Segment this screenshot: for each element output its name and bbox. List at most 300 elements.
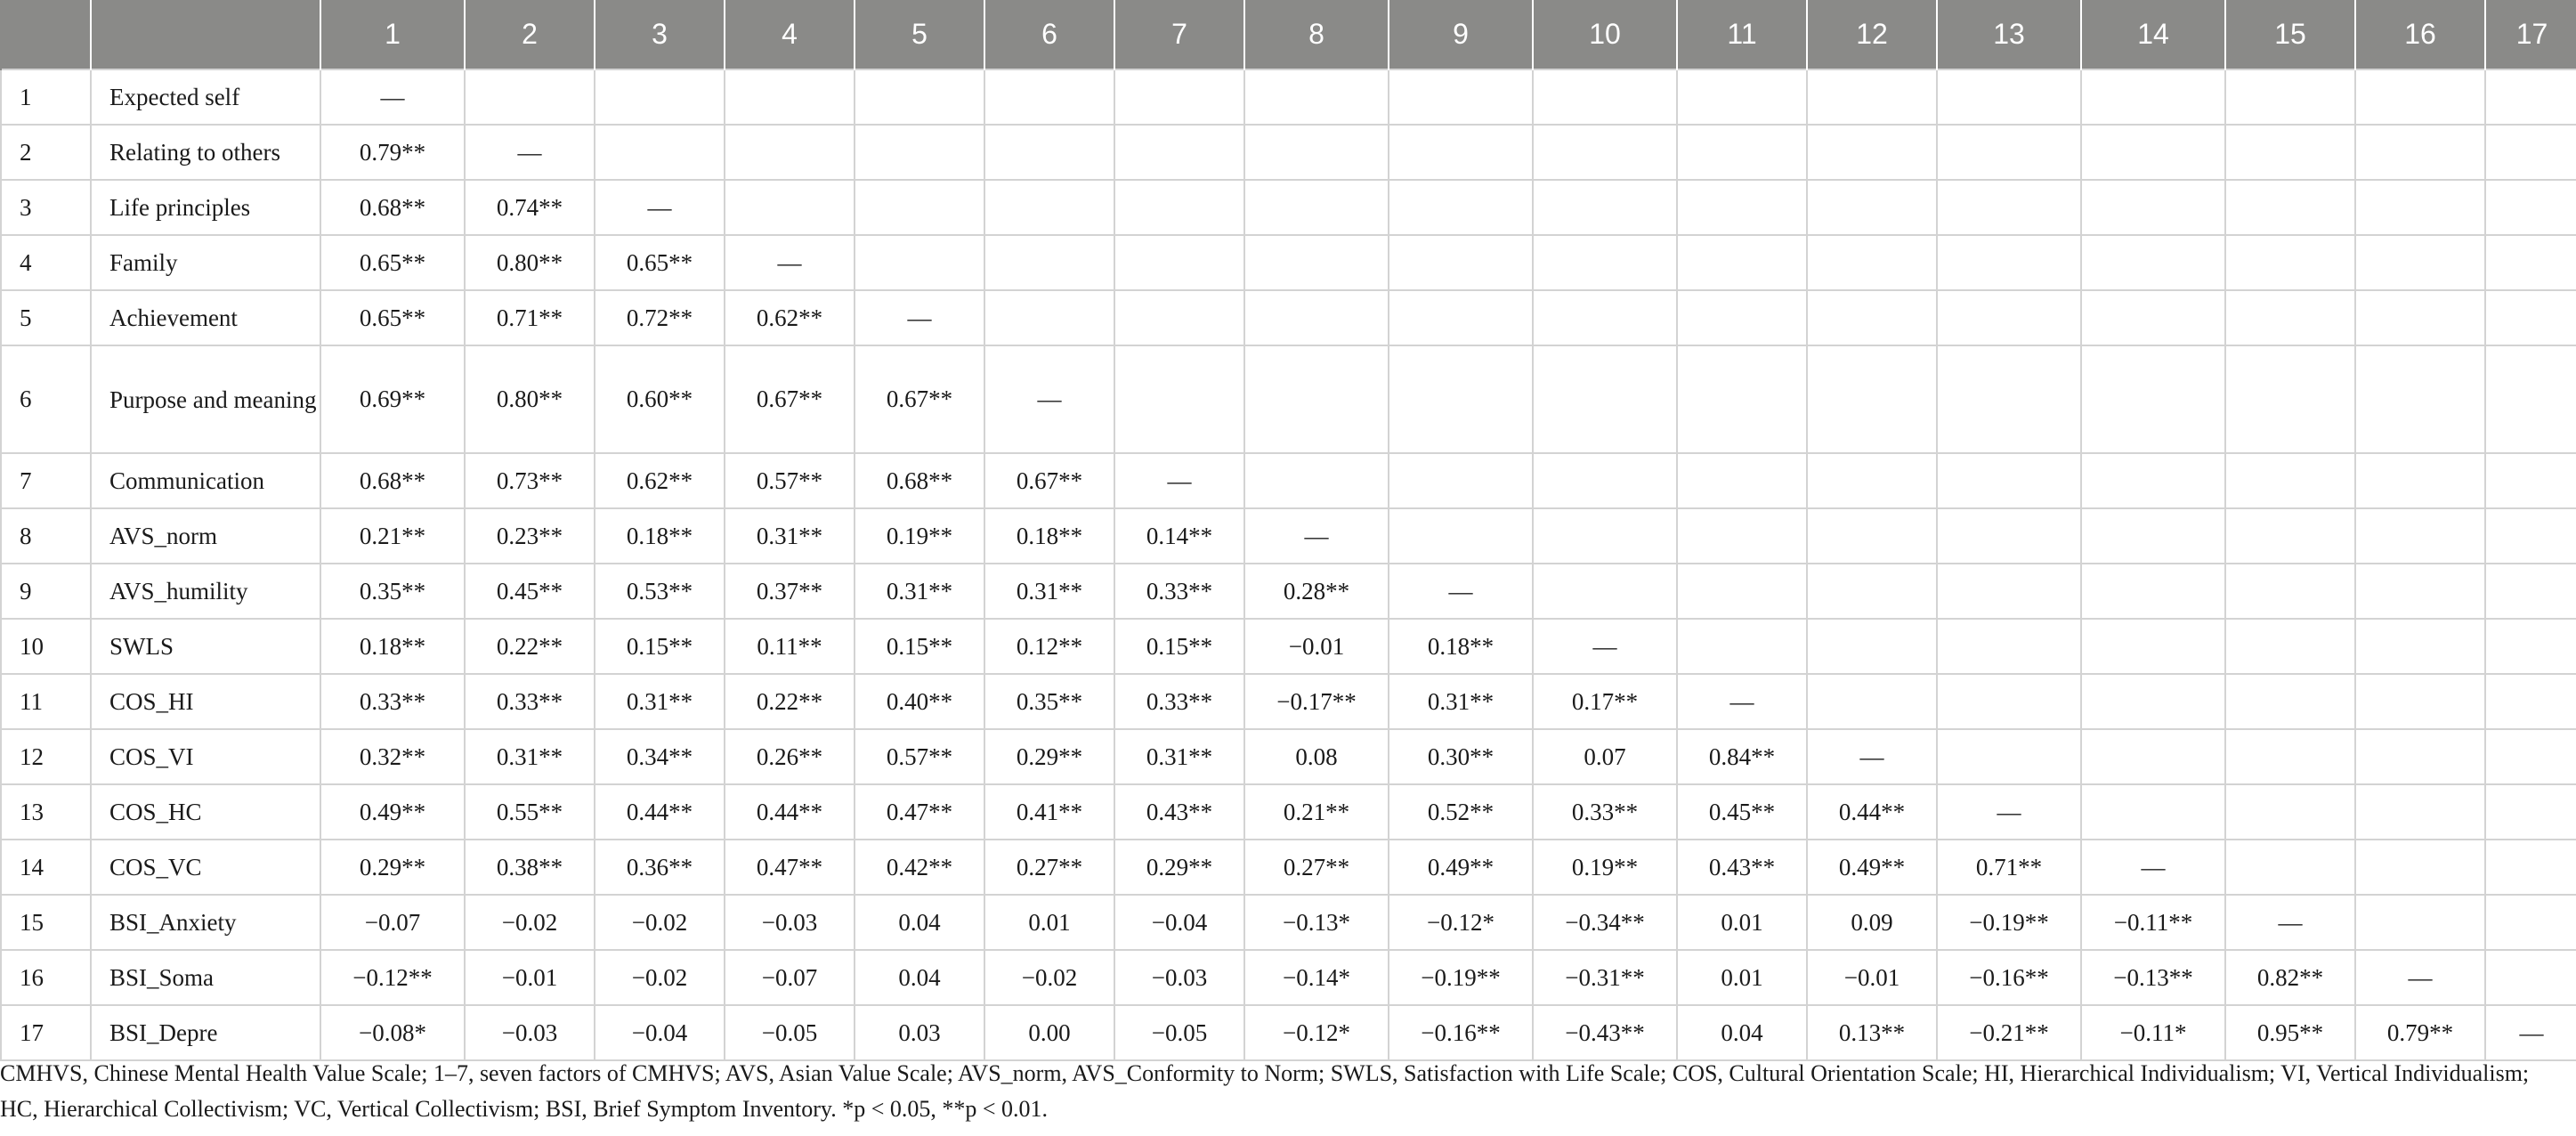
column-header: 9 [1389,0,1533,69]
correlation-cell [2485,840,2576,895]
correlation-cell [2225,674,2355,729]
correlation-cell [2081,180,2225,235]
correlation-cell [2355,125,2485,180]
correlation-cell: — [855,290,984,345]
correlation-cell: 0.01 [1677,895,1807,950]
correlation-cell: 0.30** [1389,729,1533,784]
correlation-cell [1244,290,1389,345]
correlation-cell [1807,453,1937,508]
correlation-cell [2081,345,2225,453]
correlation-cell [2355,895,2485,950]
table-row [1,950,2576,1005]
correlation-cell: −0.13** [2081,950,2225,1005]
row-label: COS_VI [91,729,320,784]
correlation-cell [1389,69,1533,125]
correlation-cell: −0.11* [2081,1005,2225,1060]
correlation-cell: 0.31** [1389,674,1533,729]
correlation-cell: 0.38** [465,840,595,895]
correlation-cell: −0.03 [725,895,855,950]
correlation-cell [855,69,984,125]
correlation-cell [1533,453,1677,508]
correlation-cell: 0.37** [725,564,855,619]
row-index: 17 [1,1005,91,1060]
correlation-cell [1677,453,1807,508]
correlation-cell [2225,125,2355,180]
correlation-cell: 0.72** [595,290,725,345]
correlation-cell: 0.31** [855,564,984,619]
column-header: 1 [320,0,465,69]
correlation-cell: 0.31** [984,564,1114,619]
correlation-cell [1114,125,1244,180]
correlation-cell [2355,290,2485,345]
row-label: Expected self [91,69,320,125]
correlation-cell [2225,345,2355,453]
correlation-cell: 0.27** [1244,840,1389,895]
correlation-cell [1937,235,2081,290]
correlation-cell: — [725,235,855,290]
correlation-cell: −0.03 [465,1005,595,1060]
table-row [1,453,2576,508]
column-header: 16 [2355,0,2485,69]
correlation-cell: 0.79** [320,125,465,180]
column-header: 13 [1937,0,2081,69]
correlation-cell [1937,564,2081,619]
correlation-cell [1114,69,1244,125]
table-row [1,125,2576,180]
correlation-cell [2485,508,2576,564]
correlation-cell [2485,345,2576,453]
row-index: 7 [1,453,91,508]
correlation-cell: 0.34** [595,729,725,784]
correlation-cell: 0.67** [984,453,1114,508]
column-header: 2 [465,0,595,69]
correlation-cell: 0.68** [320,180,465,235]
correlation-cell: 0.45** [1677,784,1807,840]
table-body [1,69,2576,1060]
correlation-cell: 0.43** [1677,840,1807,895]
correlation-cell [595,69,725,125]
correlation-cell: 0.04 [1677,1005,1807,1060]
correlation-cell [1244,453,1389,508]
correlation-cell [2081,508,2225,564]
correlation-cell [1677,508,1807,564]
correlation-cell: — [1389,564,1533,619]
correlation-cell: −0.02 [984,950,1114,1005]
column-header: 7 [1114,0,1244,69]
correlation-cell: — [320,69,465,125]
correlation-cell: 0.41** [984,784,1114,840]
correlation-cell [1937,508,2081,564]
correlation-cell: 0.14** [1114,508,1244,564]
correlation-cell: 0.33** [1114,564,1244,619]
correlation-cell [1533,564,1677,619]
correlation-cell: — [1244,508,1389,564]
correlation-cell: 0.71** [1937,840,2081,895]
correlation-cell: 0.40** [855,674,984,729]
correlation-cell: 0.82** [2225,950,2355,1005]
row-label: Life principles [91,180,320,235]
correlation-cell: — [465,125,595,180]
correlation-cell [2355,784,2485,840]
correlation-cell: 0.33** [1533,784,1677,840]
correlation-cell: 0.29** [984,729,1114,784]
correlation-cell [1114,235,1244,290]
correlation-cell [2355,729,2485,784]
correlation-cell [1244,345,1389,453]
row-index: 6 [1,345,91,453]
correlation-cell [2081,235,2225,290]
correlation-cell [2485,619,2576,674]
correlation-cell: −0.16** [1937,950,2081,1005]
correlation-cell: 0.43** [1114,784,1244,840]
row-label: COS_HI [91,674,320,729]
correlation-cell: 0.35** [984,674,1114,729]
table-row [1,180,2576,235]
row-label: AVS_humility [91,564,320,619]
correlation-cell [855,235,984,290]
correlation-cell: 0.00 [984,1005,1114,1060]
column-header: 17 [2485,0,2576,69]
correlation-cell: 0.65** [320,290,465,345]
correlation-cell: 0.95** [2225,1005,2355,1060]
correlation-cell: 0.23** [465,508,595,564]
correlation-cell: 0.31** [1114,729,1244,784]
correlation-cell [2081,453,2225,508]
column-header: 3 [595,0,725,69]
correlation-cell: — [1677,674,1807,729]
correlation-cell [2081,784,2225,840]
correlation-cell [2485,784,2576,840]
correlation-cell: −0.17** [1244,674,1389,729]
correlation-cell: 0.09 [1807,895,1937,950]
correlation-cell [2355,69,2485,125]
correlation-cell: 0.84** [1677,729,1807,784]
correlation-cell [1807,508,1937,564]
correlation-cell [595,125,725,180]
correlation-cell [2081,619,2225,674]
column-header: 11 [1677,0,1807,69]
table-row [1,619,2576,674]
correlation-cell [1807,125,1937,180]
correlation-cell [2355,508,2485,564]
correlation-cell [1533,69,1677,125]
correlation-cell [2355,564,2485,619]
correlation-cell [1114,180,1244,235]
correlation-cell: 0.01 [984,895,1114,950]
correlation-cell: 0.49** [320,784,465,840]
column-header: 5 [855,0,984,69]
row-label: Purpose and meaning [91,345,320,453]
correlation-cell [1533,180,1677,235]
correlation-cell [1937,290,2081,345]
correlation-cell: −0.03 [1114,950,1244,1005]
correlation-cell [1389,453,1533,508]
correlation-cell: 0.21** [320,508,465,564]
correlation-cell: 0.52** [1389,784,1533,840]
correlation-cell [984,125,1114,180]
correlation-cell [1677,345,1807,453]
row-label: COS_HC [91,784,320,840]
table-row [1,290,2576,345]
row-label: BSI_Depre [91,1005,320,1060]
correlation-cell: 0.03 [855,1005,984,1060]
correlation-cell: −0.02 [595,895,725,950]
correlation-cell: 0.73** [465,453,595,508]
correlation-cell: 0.27** [984,840,1114,895]
correlation-cell: 0.28** [1244,564,1389,619]
correlation-cell [465,69,595,125]
correlation-cell [1937,674,2081,729]
correlation-cell: −0.11** [2081,895,2225,950]
row-label: Achievement [91,290,320,345]
correlation-cell [1677,619,1807,674]
header-row [1,0,2576,69]
correlation-cell: 0.42** [855,840,984,895]
correlation-cell [1937,180,2081,235]
correlation-cell [2225,729,2355,784]
row-index: 5 [1,290,91,345]
table-row [1,235,2576,290]
column-header [91,0,320,69]
correlation-cell: 0.74** [465,180,595,235]
correlation-cell [2485,895,2576,950]
correlation-cell [1244,180,1389,235]
correlation-cell: 0.53** [595,564,725,619]
table-row [1,564,2576,619]
correlation-cell: −0.01 [465,950,595,1005]
correlation-cell [1807,345,1937,453]
correlation-cell [2225,564,2355,619]
correlation-cell [1533,125,1677,180]
correlation-cell [2485,564,2576,619]
correlation-cell: 0.15** [1114,619,1244,674]
correlation-cell: −0.13* [1244,895,1389,950]
correlation-cell [1244,125,1389,180]
correlation-cell: 0.62** [725,290,855,345]
correlation-cell: −0.04 [595,1005,725,1060]
correlation-cell [2225,840,2355,895]
row-label: BSI_Soma [91,950,320,1005]
correlation-cell [1114,345,1244,453]
correlation-cell [2485,674,2576,729]
correlation-cell [1807,564,1937,619]
correlation-cell: — [984,345,1114,453]
correlation-cell: 0.80** [465,235,595,290]
correlation-cell: 0.71** [465,290,595,345]
correlation-cell: 0.36** [595,840,725,895]
correlation-cell: −0.21** [1937,1005,2081,1060]
correlation-cell [2485,180,2576,235]
correlation-cell [1807,180,1937,235]
correlation-cell [1389,290,1533,345]
correlation-cell: −0.43** [1533,1005,1677,1060]
correlation-cell [2081,674,2225,729]
correlation-cell [2081,729,2225,784]
correlation-cell [2225,619,2355,674]
correlation-cell [2355,453,2485,508]
correlation-cell [1677,125,1807,180]
correlation-cell [1937,453,2081,508]
correlation-cell: 0.31** [465,729,595,784]
table-footnote: CMHVS, Chinese Mental Health Value Scale; 1–7, seven factors of CMHVS; AVS, Asian Value Scale; AVS_norm, AVS_Conformity to Norm; SWLS, Satisfaction with Life Scale; COS, Cultural Orientation Scale; HI, Hierarchical Individualism; VI, Vertical Individualism; HC, Hierarchical Collectivism; VC, Vertical Collectivism; BSI, Brief Symptom Inventory. *p < 0.05, **p < 0.01. [0,1060,2530,1122]
column-header: 4 [725,0,855,69]
correlation-cell: 0.47** [855,784,984,840]
correlation-cell [1937,69,2081,125]
table-row [1,840,2576,895]
correlation-cell [2355,840,2485,895]
correlation-cell: −0.02 [465,895,595,950]
correlation-cell [2081,290,2225,345]
correlation-cell: −0.16** [1389,1005,1533,1060]
correlation-cell: 0.45** [465,564,595,619]
correlation-cell: 0.69** [320,345,465,453]
correlation-cell [984,69,1114,125]
correlation-cell [2485,125,2576,180]
correlation-cell [1533,508,1677,564]
correlation-cell: −0.12* [1389,895,1533,950]
correlation-cell: — [2355,950,2485,1005]
correlation-cell: 0.04 [855,950,984,1005]
correlation-cell: 0.07 [1533,729,1677,784]
correlation-cell: — [2081,840,2225,895]
correlation-cell [2355,619,2485,674]
correlation-cell [1677,564,1807,619]
correlation-cell: 0.47** [725,840,855,895]
correlation-cell: 0.13** [1807,1005,1937,1060]
table-row [1,784,2576,840]
correlation-cell [855,180,984,235]
correlation-cell: 0.68** [855,453,984,508]
correlation-cell [2485,729,2576,784]
correlation-cell [1807,674,1937,729]
correlation-cell: 0.44** [1807,784,1937,840]
correlation-cell [2225,453,2355,508]
correlation-cell [1389,125,1533,180]
correlation-cell: −0.02 [595,950,725,1005]
correlation-cell: 0.33** [465,674,595,729]
correlation-cell [855,125,984,180]
correlation-cell [1937,729,2081,784]
correlation-cell [1389,345,1533,453]
correlation-cell [1244,69,1389,125]
row-index: 13 [1,784,91,840]
correlation-cell: — [1807,729,1937,784]
row-index: 10 [1,619,91,674]
correlation-cell [984,235,1114,290]
correlation-cell: 0.29** [1114,840,1244,895]
correlation-cell [984,180,1114,235]
correlation-cell: — [1937,784,2081,840]
correlation-cell: 0.18** [595,508,725,564]
correlation-cell: 0.49** [1389,840,1533,895]
correlation-cell [1807,290,1937,345]
correlation-cell: 0.68** [320,453,465,508]
correlation-cell: 0.49** [1807,840,1937,895]
column-header: 10 [1533,0,1677,69]
correlation-cell: 0.67** [725,345,855,453]
correlation-cell: −0.04 [1114,895,1244,950]
table-row [1,729,2576,784]
correlation-cell: 0.33** [320,674,465,729]
correlation-cell: −0.12** [320,950,465,1005]
correlation-cell: 0.18** [320,619,465,674]
row-index: 16 [1,950,91,1005]
correlation-cell: 0.31** [725,508,855,564]
row-index: 3 [1,180,91,235]
row-index: 14 [1,840,91,895]
row-index: 4 [1,235,91,290]
correlation-cell: 0.18** [1389,619,1533,674]
correlation-cell: 0.31** [595,674,725,729]
correlation-cell [1937,345,2081,453]
table-row [1,69,2576,125]
correlation-cell [2225,508,2355,564]
correlation-cell: −0.01 [1244,619,1389,674]
correlation-cell: −0.34** [1533,895,1677,950]
correlation-cell: 0.60** [595,345,725,453]
correlation-cell [2081,125,2225,180]
correlation-cell [2225,180,2355,235]
row-label: COS_VC [91,840,320,895]
correlation-cell: 0.04 [855,895,984,950]
correlation-cell: 0.79** [2355,1005,2485,1060]
correlation-cell: — [595,180,725,235]
correlation-cell: 0.17** [1533,674,1677,729]
correlation-cell: 0.57** [855,729,984,784]
correlation-cell [1114,290,1244,345]
correlation-cell: 0.65** [320,235,465,290]
correlation-cell [2485,69,2576,125]
correlation-cell [2355,180,2485,235]
correlation-cell [1937,619,2081,674]
correlation-cell: 0.32** [320,729,465,784]
correlation-cell [1677,290,1807,345]
correlation-cell [2485,235,2576,290]
correlation-cell [1677,180,1807,235]
correlation-cell: 0.08 [1244,729,1389,784]
correlation-cell: — [1533,619,1677,674]
row-label: AVS_norm [91,508,320,564]
correlation-cell [1389,180,1533,235]
correlation-cell [1389,235,1533,290]
correlation-cell [725,180,855,235]
correlation-cell [2485,950,2576,1005]
correlation-cell: 0.65** [595,235,725,290]
row-index: 11 [1,674,91,729]
correlation-cell: 0.19** [855,508,984,564]
row-index: 12 [1,729,91,784]
correlation-cell: 0.21** [1244,784,1389,840]
correlation-cell: −0.19** [1937,895,2081,950]
correlation-cell: 0.57** [725,453,855,508]
correlation-cell [725,125,855,180]
correlation-cell: 0.01 [1677,950,1807,1005]
correlation-cell [1533,235,1677,290]
correlation-cell: −0.01 [1807,950,1937,1005]
correlation-cell [1244,235,1389,290]
row-index: 1 [1,69,91,125]
row-index: 9 [1,564,91,619]
correlation-cell: −0.07 [320,895,465,950]
correlation-cell [2225,235,2355,290]
row-label: BSI_Anxiety [91,895,320,950]
correlation-cell [1807,235,1937,290]
correlation-cell: 0.44** [595,784,725,840]
row-label: Communication [91,453,320,508]
row-label: Relating to others [91,125,320,180]
row-label: Family [91,235,320,290]
correlation-cell [1533,290,1677,345]
